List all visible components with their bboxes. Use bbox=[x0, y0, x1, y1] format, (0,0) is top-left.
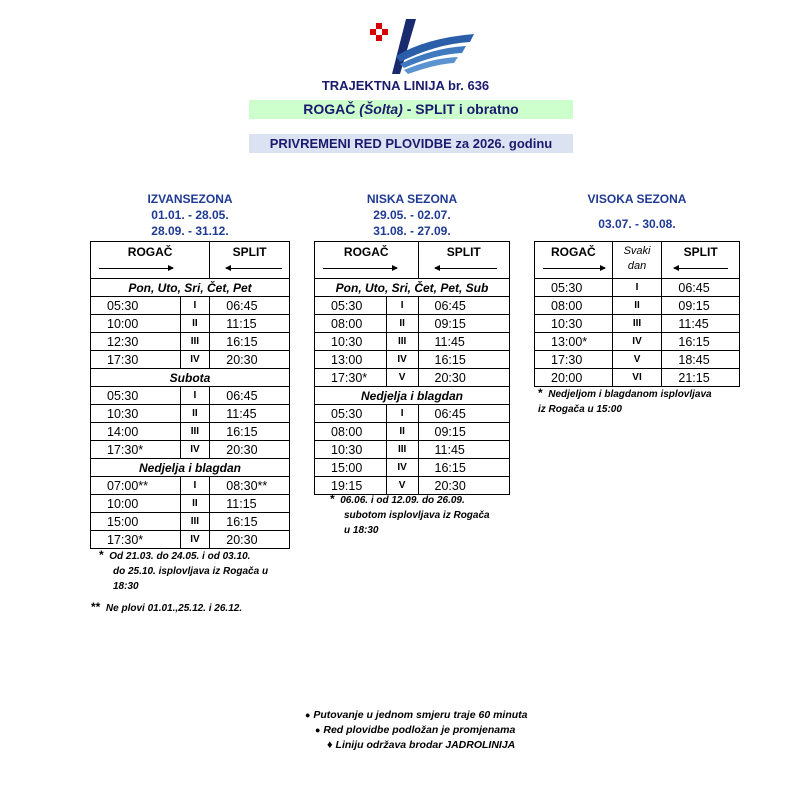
trip-number: III bbox=[180, 333, 210, 351]
trip-number: V bbox=[612, 351, 662, 369]
departure-rogac: 17:30* bbox=[315, 369, 387, 387]
trip-number: II bbox=[180, 315, 210, 333]
visoka-col-rogac: ROGAČ bbox=[535, 242, 613, 279]
trip-number: IV bbox=[180, 531, 210, 549]
departure-rogac: 15:00 bbox=[315, 459, 387, 477]
trip-number: IV bbox=[180, 441, 210, 459]
visoka-title: VISOKA SEZONA bbox=[587, 192, 687, 206]
niska-season-header bbox=[312, 191, 512, 239]
trip-number: IV bbox=[180, 351, 210, 369]
departure-split: 08:30** bbox=[210, 477, 290, 495]
departure-rogac: 10:00 bbox=[91, 315, 181, 333]
trip-number: I bbox=[386, 297, 418, 315]
jadrolinija-logo bbox=[366, 16, 480, 78]
departure-split: 18:45 bbox=[662, 351, 740, 369]
timetable-row bbox=[91, 351, 290, 369]
departure-split: 09:15 bbox=[418, 423, 510, 441]
departure-split: 06:45 bbox=[210, 387, 290, 405]
timetable-row bbox=[91, 405, 290, 423]
izvan-saturday-rows bbox=[91, 387, 290, 459]
niska-dates-1: 29.05. - 02.07. bbox=[373, 208, 451, 222]
route-b: - SPLIT i obratno bbox=[406, 101, 519, 117]
trip-number: V bbox=[386, 369, 418, 387]
line-title: TRAJEKTNA LINIJA br. 636 bbox=[321, 78, 490, 93]
timetable-row bbox=[91, 333, 290, 351]
niska-day-sunday: Nedjelja i blagdan bbox=[315, 387, 510, 405]
trip-number: III bbox=[180, 513, 210, 531]
departure-rogac: 17:30 bbox=[91, 351, 181, 369]
departure-rogac: 10:30 bbox=[535, 315, 613, 333]
departure-split: 11:45 bbox=[418, 441, 510, 459]
trip-number: I bbox=[386, 405, 418, 423]
izvan-dates-1: 01.01. - 28.05. bbox=[151, 208, 229, 222]
route-banner bbox=[249, 100, 573, 119]
timetable-row bbox=[315, 369, 510, 387]
trip-number: V bbox=[386, 477, 418, 495]
departure-rogac: 07:00** bbox=[91, 477, 181, 495]
trip-number: II bbox=[180, 495, 210, 513]
timetable-row bbox=[315, 315, 510, 333]
departure-rogac: 20:00 bbox=[535, 369, 613, 387]
departure-split: 11:15 bbox=[210, 315, 290, 333]
niska-timetable bbox=[314, 241, 510, 495]
departure-rogac: 05:30 bbox=[315, 405, 387, 423]
timetable-row bbox=[315, 351, 510, 369]
timetable-row bbox=[535, 351, 740, 369]
trip-number: IV bbox=[386, 459, 418, 477]
timetable-row bbox=[315, 459, 510, 477]
trip-number: II bbox=[386, 315, 418, 333]
departure-rogac: 12:30 bbox=[91, 333, 181, 351]
departure-split: 06:45 bbox=[210, 297, 290, 315]
departure-rogac: 17:30 bbox=[535, 351, 613, 369]
timetable-row bbox=[91, 387, 290, 405]
footer-bullet-3: ♦ Liniju održava brodar JADROLINIJA bbox=[327, 739, 516, 751]
timetable-row bbox=[91, 513, 290, 531]
trip-number: I bbox=[180, 297, 210, 315]
niska-weekday-rows bbox=[315, 297, 510, 387]
izvan-sunday-rows bbox=[91, 477, 290, 549]
timetable-row bbox=[315, 333, 510, 351]
niska-col-split: SPLIT bbox=[418, 242, 510, 279]
niska-title: NISKA SEZONA bbox=[366, 192, 458, 206]
izvan-dates-2: 28.09. - 31.12. bbox=[151, 224, 229, 238]
departure-split: 16:15 bbox=[662, 333, 740, 351]
departure-rogac: 08:00 bbox=[315, 423, 387, 441]
timetable-row bbox=[91, 297, 290, 315]
timetable-row bbox=[315, 423, 510, 441]
departure-rogac: 08:00 bbox=[535, 297, 613, 315]
niska-dates-2: 31.08. - 27.09. bbox=[373, 224, 451, 238]
visoka-note: * Nedjeljom i blagdanom isplovljava iz Rogača u 15:00 bbox=[538, 386, 712, 415]
departure-rogac: 14:00 bbox=[91, 423, 181, 441]
timetable-row bbox=[91, 531, 290, 549]
departure-split: 06:45 bbox=[418, 405, 510, 423]
timetable-row bbox=[535, 297, 740, 315]
route-solta: (Šolta) bbox=[359, 101, 403, 117]
departure-rogac: 05:30 bbox=[535, 279, 613, 297]
departure-split: 11:45 bbox=[418, 333, 510, 351]
departure-rogac: 05:30 bbox=[315, 297, 387, 315]
departure-split: 09:15 bbox=[418, 315, 510, 333]
departure-split: 09:15 bbox=[662, 297, 740, 315]
trip-number: II bbox=[386, 423, 418, 441]
izvan-season-header bbox=[90, 191, 290, 239]
izvan-timetable bbox=[90, 241, 290, 549]
visoka-dates: 03.07. - 30.08. bbox=[598, 217, 676, 231]
departure-split: 11:45 bbox=[662, 315, 740, 333]
izvan-day-saturday: Subota bbox=[91, 369, 290, 387]
trip-number: III bbox=[180, 423, 210, 441]
visoka-season-header bbox=[534, 191, 740, 232]
departure-split: 16:15 bbox=[418, 351, 510, 369]
niska-note: * 06.06. i od 12.09. do 26.09. subotom isplovljava iz Rogača u 18:30 bbox=[330, 492, 490, 536]
departure-rogac: 10:30 bbox=[315, 333, 387, 351]
trip-number: III bbox=[386, 441, 418, 459]
departure-split: 06:45 bbox=[418, 297, 510, 315]
departure-split: 11:15 bbox=[210, 495, 290, 513]
izvan-note-1: * Od 21.03. do 24.05. i od 03.10. do 25.10. isplovljava iz Rogača u 18:30 bbox=[99, 548, 269, 592]
visoka-timetable bbox=[534, 241, 740, 387]
departure-rogac: 05:30 bbox=[91, 297, 181, 315]
departure-rogac: 10:30 bbox=[315, 441, 387, 459]
route-a: ROGAČ bbox=[303, 101, 356, 117]
visoka-rows bbox=[535, 279, 740, 387]
trip-number: III bbox=[386, 333, 418, 351]
timetable-row bbox=[91, 441, 290, 459]
departure-rogac: 13:00* bbox=[535, 333, 613, 351]
trip-number: I bbox=[180, 477, 210, 495]
trip-number: III bbox=[612, 315, 662, 333]
timetable-row bbox=[315, 441, 510, 459]
departure-rogac: 13:00 bbox=[315, 351, 387, 369]
departure-split: 16:15 bbox=[210, 423, 290, 441]
departure-split: 20:30 bbox=[418, 477, 510, 495]
izvan-col-rogac: ROGAČ bbox=[91, 242, 210, 279]
trip-number: II bbox=[612, 297, 662, 315]
departure-split: 21:15 bbox=[662, 369, 740, 387]
departure-rogac: 15:00 bbox=[91, 513, 181, 531]
trip-number: VI bbox=[612, 369, 662, 387]
footer-bullet-1: ● Putovanje u jednom smjeru traje 60 minuta bbox=[305, 709, 528, 721]
izvan-weekday-rows bbox=[91, 297, 290, 369]
timetable-row bbox=[535, 315, 740, 333]
departure-split: 20:30 bbox=[210, 441, 290, 459]
niska-sunday-rows bbox=[315, 405, 510, 495]
visoka-col-split: SPLIT bbox=[662, 242, 740, 279]
niska-day-weekday: Pon, Uto, Sri, Čet, Pet, Sub bbox=[315, 279, 510, 297]
izvan-note-2: ** Ne plovi 01.01.,25.12. i 26.12. bbox=[91, 600, 243, 614]
departure-split: 16:15 bbox=[418, 459, 510, 477]
timetable-row bbox=[535, 279, 740, 297]
timetable-row bbox=[91, 423, 290, 441]
departure-rogac: 17:30* bbox=[91, 531, 181, 549]
departure-rogac: 17:30* bbox=[91, 441, 181, 459]
departure-split: 16:15 bbox=[210, 513, 290, 531]
departure-split: 16:15 bbox=[210, 333, 290, 351]
departure-rogac: 19:15 bbox=[315, 477, 387, 495]
timetable-row bbox=[91, 315, 290, 333]
departure-split: 11:45 bbox=[210, 405, 290, 423]
schedule-banner: PRIVREMENI RED PLOVIDBE za 2026. godinu bbox=[249, 134, 573, 153]
timetable-row bbox=[91, 495, 290, 513]
departure-rogac: 05:30 bbox=[91, 387, 181, 405]
timetable-row bbox=[315, 405, 510, 423]
timetable-row bbox=[91, 477, 290, 495]
izvan-title: IZVANSEZONA bbox=[147, 192, 233, 206]
timetable-row bbox=[535, 333, 740, 351]
timetable-row bbox=[315, 297, 510, 315]
footer-bullet-2: ● Red plovidbe podložan je promjenama bbox=[315, 724, 516, 736]
trip-number: IV bbox=[386, 351, 418, 369]
departure-split: 20:30 bbox=[210, 531, 290, 549]
trip-number: I bbox=[180, 387, 210, 405]
trip-number: IV bbox=[612, 333, 662, 351]
timetable-row bbox=[535, 369, 740, 387]
footer-notes bbox=[305, 708, 605, 753]
departure-rogac: 10:00 bbox=[91, 495, 181, 513]
departure-split: 06:45 bbox=[662, 279, 740, 297]
trip-number: II bbox=[180, 405, 210, 423]
departure-split: 20:30 bbox=[210, 351, 290, 369]
izvan-day-sunday: Nedjelja i blagdan bbox=[91, 459, 290, 477]
izvan-day-weekday: Pon, Uto, Sri, Čet, Pet bbox=[91, 279, 290, 297]
visoka-col-daily: Svaki dan bbox=[612, 242, 662, 279]
izvan-col-split: SPLIT bbox=[210, 242, 290, 279]
departure-rogac: 10:30 bbox=[91, 405, 181, 423]
departure-split: 20:30 bbox=[418, 369, 510, 387]
departure-rogac: 08:00 bbox=[315, 315, 387, 333]
niska-col-rogac: ROGAČ bbox=[315, 242, 419, 279]
trip-number: I bbox=[612, 279, 662, 297]
